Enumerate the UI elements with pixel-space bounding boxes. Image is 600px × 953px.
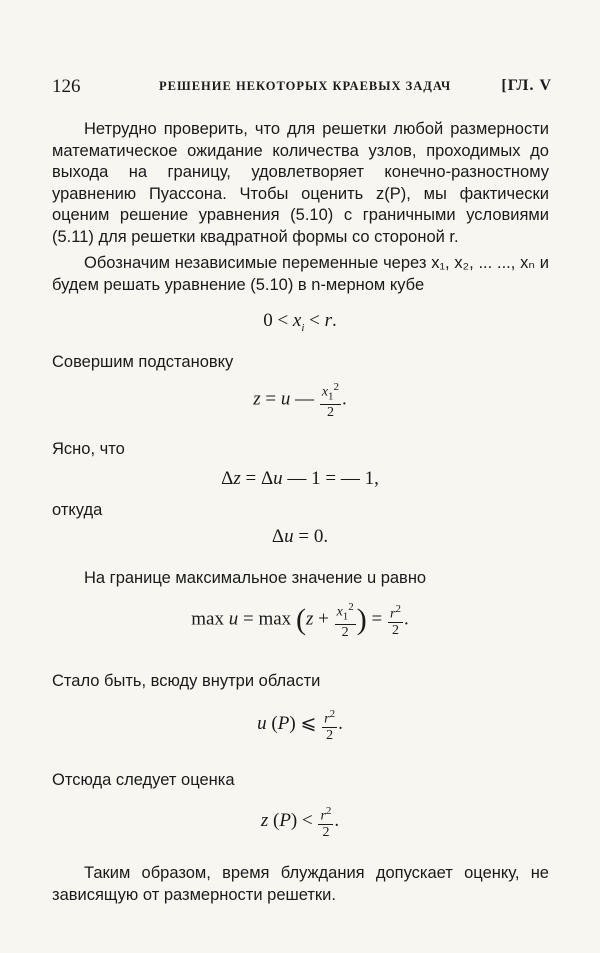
formula-7: z (P) < $\frac{r^2}{2}$ . xyxy=(260,805,340,840)
paragraph-5: откуда xyxy=(52,501,103,519)
running-title: РЕШЕНИЕ НЕКОТОРЫХ КРАЕВЫХ ЗАДАЧ xyxy=(159,79,452,93)
paragraph-7: Стало быть, всюду внутри области xyxy=(52,672,321,690)
chapter-label: [ГЛ. V xyxy=(501,77,552,94)
paragraph-9: Таким образом, время блуждания допускает оценку, не зависящую от размерности решетки. xyxy=(52,864,549,904)
paragraph-3: Совершим подстановку xyxy=(52,353,234,371)
paragraph-2: Обозначим независимые переменные через x₁, x₂, ... ..., xₙ и будем решать уравнение (5.10) в n-мерном кубе xyxy=(52,254,549,294)
formula-4: Δu = 0. xyxy=(271,526,329,547)
formula-1: $0 < x_i < r$. xyxy=(263,310,337,334)
formula-2: z = u — $\frac{x_1^2}{2}$ . xyxy=(253,381,347,421)
paragraph-1: Нетрудно проверить, что для решетки любой размерности математическое ожидание количества узлов, проходимых до выхода на границу, удовлетворяет конечно-разностному уравнению Пуассона. Чтобы оценить z(P), мы фактически оценим решение уравнения (5.10) с граничными условиями (5.11) для решетки квадратной формы со стороной r. xyxy=(52,120,549,246)
page-header xyxy=(52,76,552,100)
page-number: 126 xyxy=(52,76,81,97)
formula-3: Δz = Δu — 1 = — 1, xyxy=(221,468,379,489)
formula-5: max u = max (z + $\frac{x_1^2}{2}$ ) = $\frac{r^2}{2}$ . xyxy=(191,601,409,641)
paragraph-4: Ясно, что xyxy=(52,440,125,458)
paragraph-8: Отсюда следует оценка xyxy=(52,771,235,789)
paragraph-6: На границе максимальное значение u равно xyxy=(84,569,427,587)
formula-6: u (P) ⩽ $\frac{r^2}{2}$ . xyxy=(257,708,343,743)
